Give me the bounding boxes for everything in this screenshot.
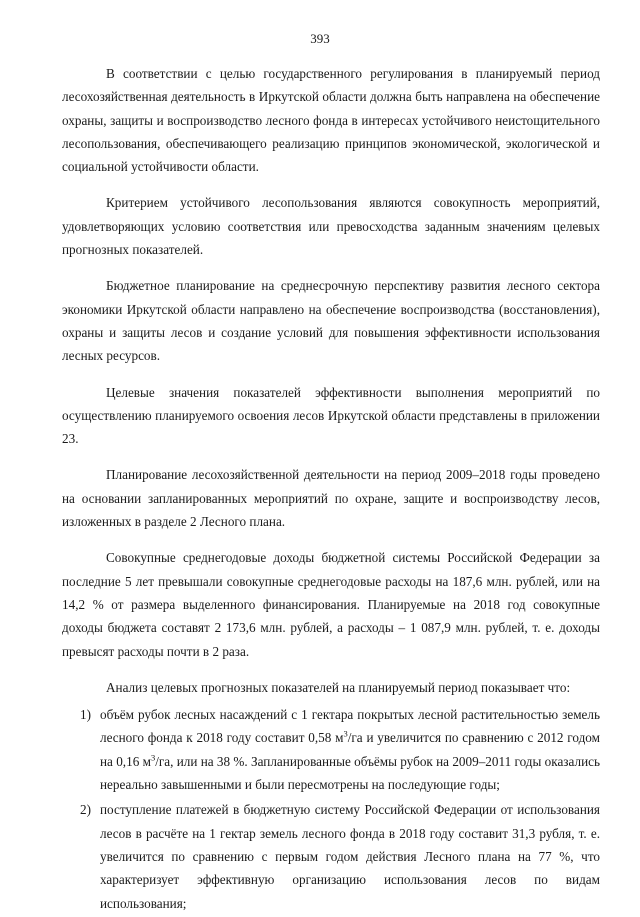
paragraph-forestry-planning: Планирование лесохозяйственной деятельности на период 2009–2018 годы проведено на основании запланированных мероприятий по охране, защите и воспроизводству лесов, изложенных в разделе 2 Лесного плана. (62, 467, 600, 530)
paragraph-budget-planning: Бюджетное планирование на среднесрочную перспективу развития лесного сектора экономики Иркутской области направлено на обеспечение воспроизводства (восстановления), охраны и защиты лесов и создание условий для повышения эффективности использования лесных ресурсов. (62, 278, 600, 364)
paragraph-regulation-goal: В соответствии с целью государственного регулирования в планируемый период лесохозяйственная деятельность в Иркутской области должна быть направлена на обеспечение охраны, защиты и воспроизводство лесного фонда в интересах устойчивого неистощительного лесопользования, обеспечивающего реализацию принципов экономической, экологической и социальной устойчивости области. (62, 66, 600, 175)
list-item (62, 703, 600, 796)
paragraph-target-values: Целевые значения показателей эффективности выполнения мероприятий по осуществлению планируемого освоения лесов Иркутской области представлены в приложении 23. (62, 384, 600, 447)
page-number: 393 (310, 31, 330, 46)
list-item-text: объём рубок лесных насаждений с 1 гектара покрытых лесной растительностью земель лесного фонда к 2018 году составит 0,58 $м^3/га$ и увеличится по сравнению с 2012 годом на 0,16 $м^3/га$, или на 38 %. Запланированные объёмы рубок на 2009–2011 годы оказались нереально завышенными и были пересмотрены на последующие годы; (100, 707, 600, 793)
list-marker: 2) (80, 802, 91, 818)
list-item-text: поступление платежей в бюджетную систему Российской Федерации от использования лесов в расчёте на 1 гектар земель лесного фонда в 2018 году составит 31,3 рубля, т. е. увеличится по сравнению с первым годом действия Лесного плана на 77 %, что характеризует эффективную организацию использования лесов по видам использования; (100, 802, 600, 911)
indicator-list (62, 703, 600, 915)
list-marker: 1) (80, 707, 91, 723)
paragraph-sustainability-criterion: Критерием устойчивого лесопользования являются совокупность мероприятий, удовлетворяющих условию соответствия или превосходства заданным значениям целевых прогнозных показателей. (62, 195, 600, 258)
paragraph-budget-income: Совокупные среднегодовые доходы бюджетной системы Российской Федерации за последние 5 лет превышали совокупные среднегодовые расходы на 187,6 млн. рублей, или на 14,2 % от размера выделенного финансирования. Планируемые на 2018 год совокупные доходы бюджета составят 2 173,6 млн. рублей, а расходы – 1 087,9 млн. рублей, т. е. доходы превысят расходы почти в 2 раза. (62, 550, 600, 659)
paragraph-analysis-intro: Анализ целевых прогнозных показателей на планируемый период показывает что: (106, 679, 571, 695)
document-body (62, 62, 600, 917)
list-item (62, 798, 600, 914)
